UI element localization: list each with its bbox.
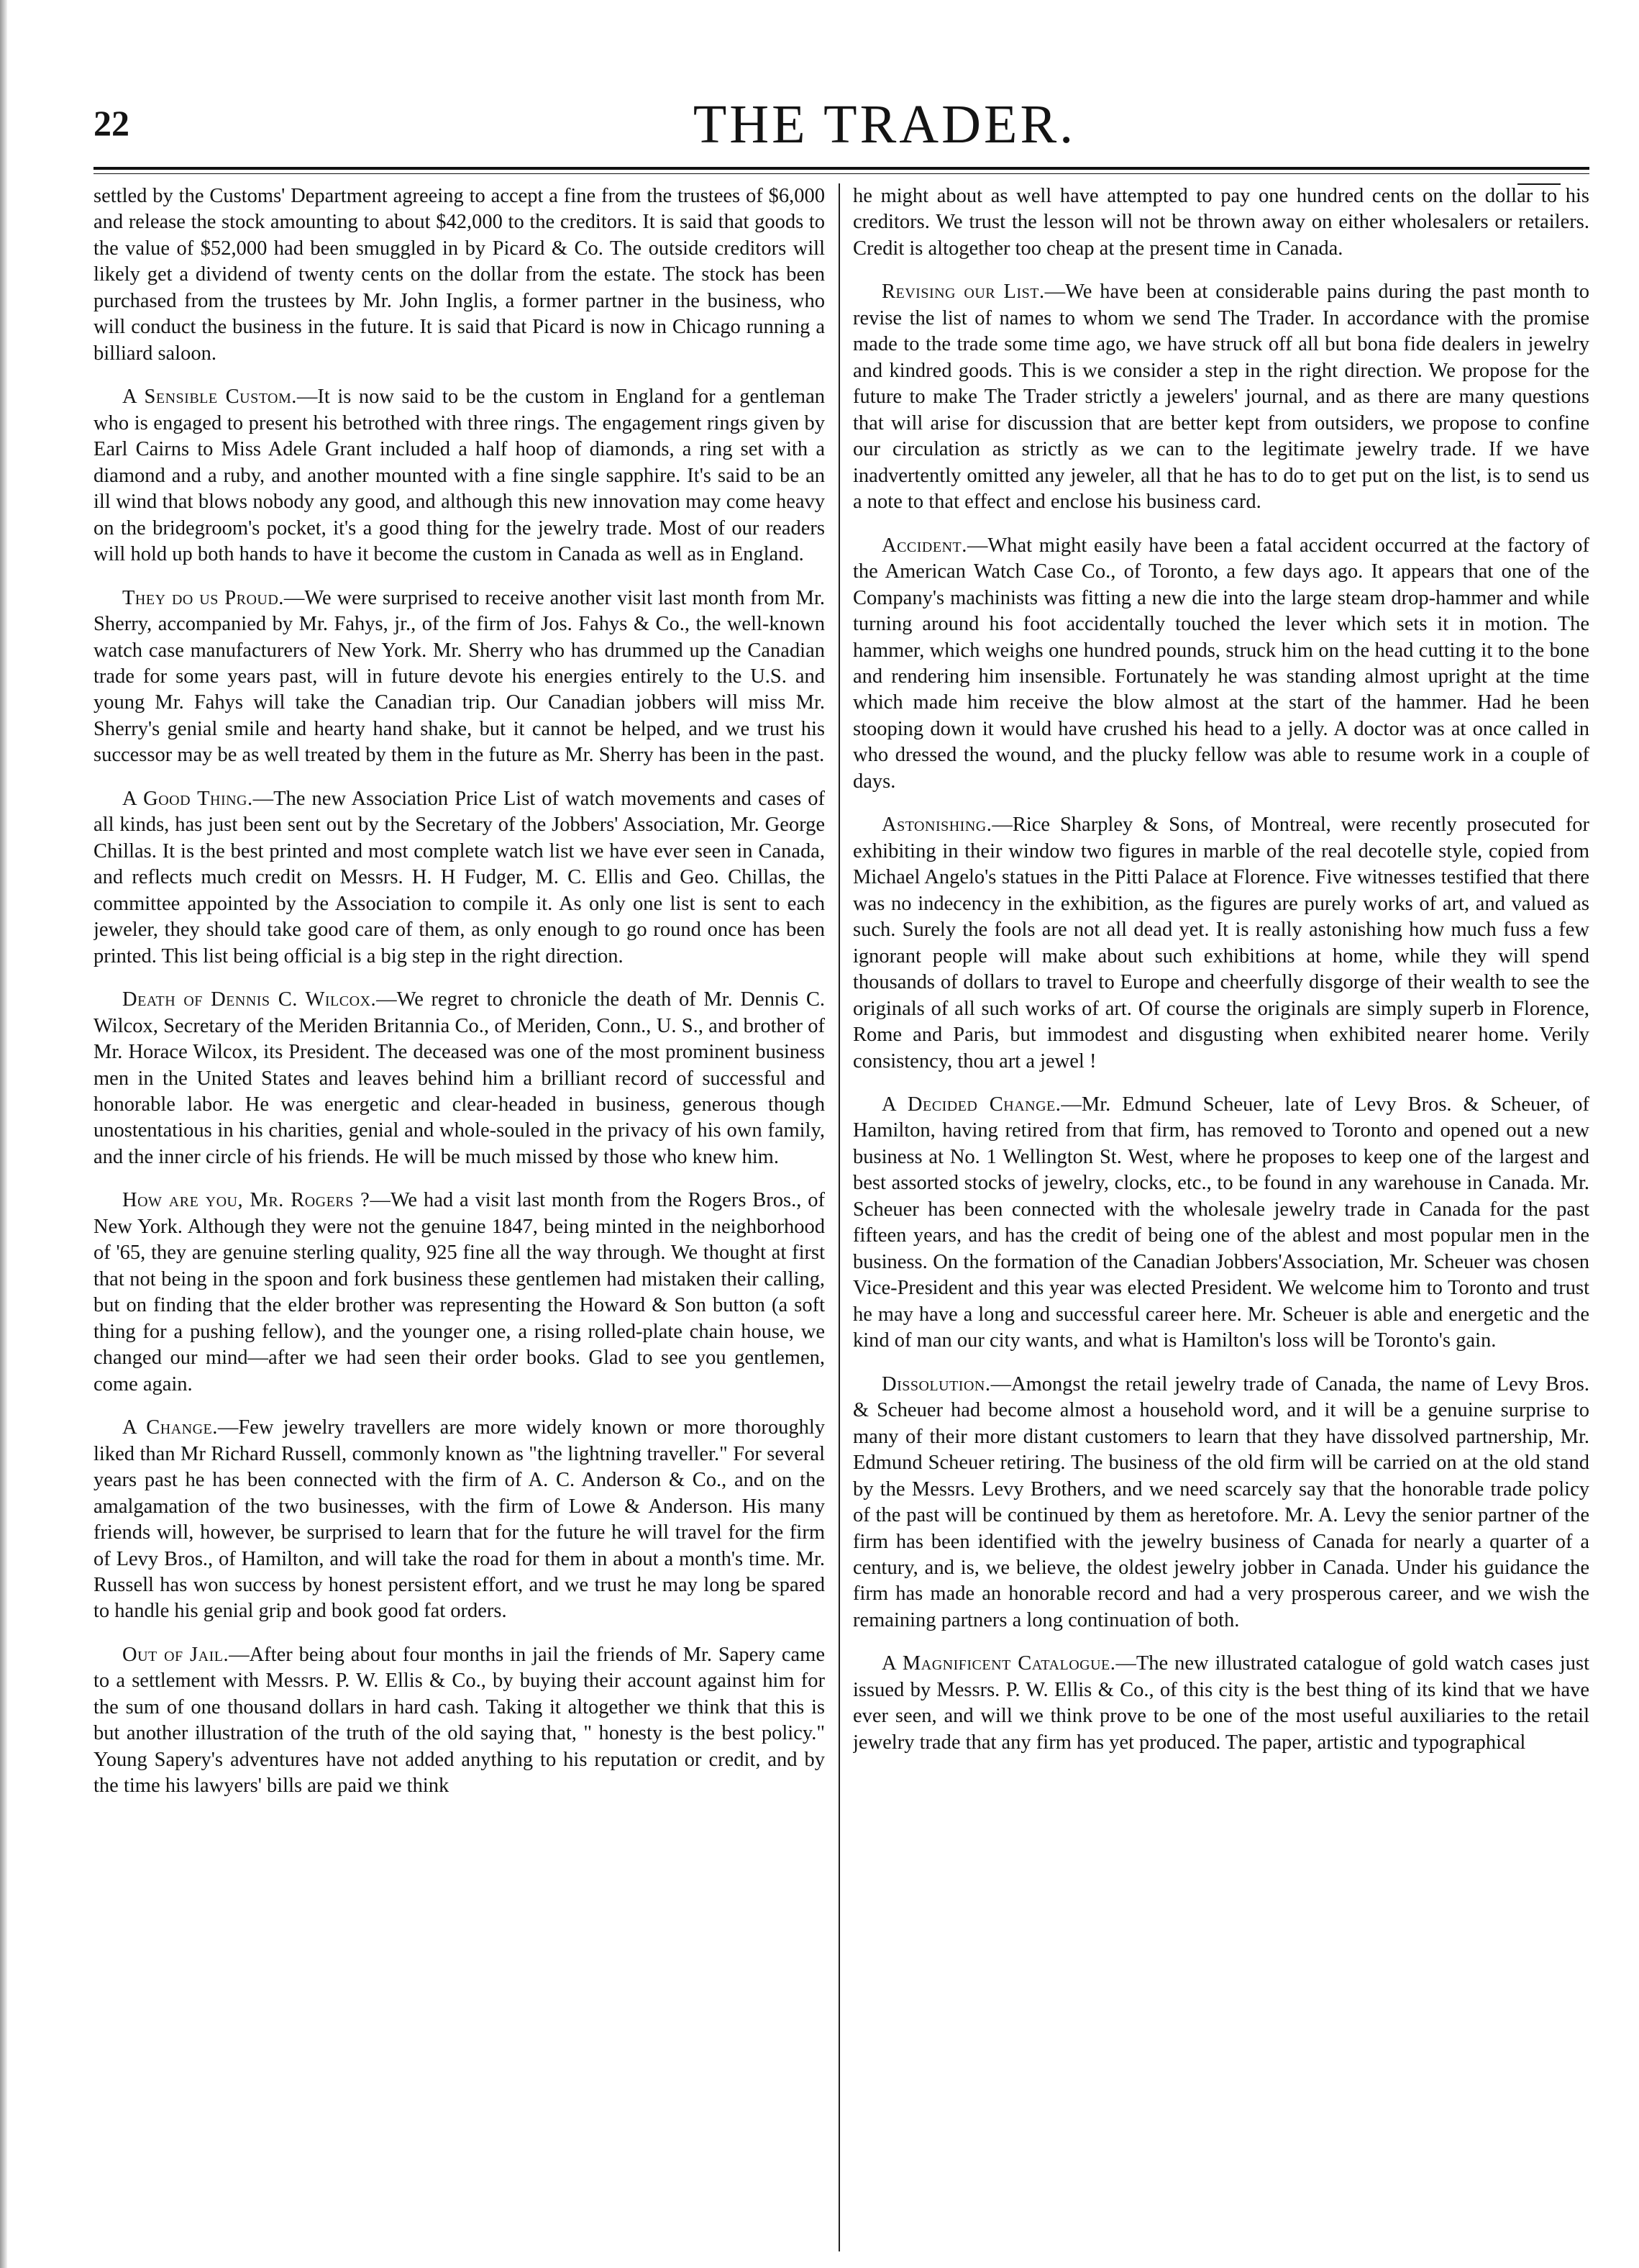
article-text: he might about as well have attempted to pay one hundred cents on the dollar to his creditors. We trust the lesson will not be thrown away on either wholesalers or retailers. Credit is altogether too cheap at the present time in Canada. bbox=[853, 185, 1589, 260]
masthead-title: THE TRADER. bbox=[693, 94, 1077, 155]
article-heading: They do us Proud. bbox=[122, 586, 284, 609]
article-heading: Death of Dennis C. Wilcox. bbox=[122, 988, 377, 1011]
article-text: —What might easily have been a fatal accident occurred at the factory of the American Watch Case Co., of Toronto, a few days ago. It appears that one of the Company's machinists was fitting a new die into the large steam drop-hammer and while turning around his foot accidentally touched the lever which sets it in motion. The hammer, which weighs one hundred pounds, struck him on the head cutting it to the bone and rendering him insensible. Fortunately he was standing almost upright at the time which made him receive the blow almost at the start of the hammer. Had he been stooping down it would have crushed his head to a jelly. A doctor was at once called in who dressed the wound, and the plucky fellow was able to resume work in a couple of days. bbox=[853, 534, 1589, 793]
article-paragraph bbox=[853, 279, 1589, 515]
article-text: —Few jewelry travellers are more widely known or more thoroughly liked than Mr Richard Russell, commonly known as "the lightning traveller." For several years past he has been connected with the firm of A. C. Anderson & Co., and on the amalgamation of the two businesses, with the firm of Lowe & Anderson. His many friends will, however, be surprised to learn that for the future he will travel for the firm of Levy Bros., of Hamilton, and will take the road for them in about a month's time. Mr. Russell has won success by honest persistent effort, and we trust he may long be spared to handle his genial grip and book good fat orders. bbox=[93, 1416, 825, 1623]
article-heading: A Change. bbox=[122, 1416, 218, 1439]
article-heading: Revising our List. bbox=[882, 281, 1045, 304]
article-heading: Accident. bbox=[882, 534, 967, 557]
article-paragraph bbox=[853, 1092, 1589, 1354]
page-number: 22 bbox=[93, 103, 129, 143]
article-heading: How are you, Mr. Rogers ? bbox=[122, 1189, 370, 1212]
article-text: —Mr. Edmund Scheuer, late of Levy Bros. & Scheuer, of Hamilton, having retired from that firm, has removed to Toronto and opened out a new business at No. 1 Wellington St. West, where he proposes to keep one of the largest and best assorted stocks of jewelry, clocks, etc., to be found in any warehouse in Canada. Mr. Scheuer has been connected with the wholesale jewelry trade in Canada for the past fifteen years, and has the credit of being one of the ablest and most popular men in the business. On the formation of the Canadian Jobbers'Association, Mr. Scheuer was chosen Vice-President and this year was elected President. We welcome him to Toronto and trust he may have a long and successful career here. Mr. Scheuer is able and energetic and the kind of man our city wants, and what is Hamilton's loss will be Toronto's gain. bbox=[853, 1093, 1589, 1352]
article-text: —The new Association Price List of watch movements and cases of all kinds, has just been sent out by the Secretary of the Jobbers' Association, Mr. George Chillas. It is the best printed and most complete watch list we have ever seen in Canada, and reflects much credit on Messrs. H. H Fudger, M. C. Ellis and Geo. Chillas, the committee appointed by the Association to compile it. As only one list is sent to each jeweler, they should take good care of them, as only enough to go round once has been printed. This list being official is a big step in the right direction. bbox=[93, 787, 825, 967]
article-text: —The new illustrated catalogue of gold watch cases just issued by Messrs. P. W. Ellis & Co., of this city is the best thing of its kind that we have ever seen, and will we think prove to be one of the most useful auxiliaries to the retail jewelry trade that any firm has yet produced. The paper, artistic and typographical bbox=[853, 1652, 1589, 1754]
article-text: —We have been at considerable pains during the past month to revise the list of names to whom we send The Trader. In accordance with the promise made to the trade some time ago, we have struck off all but bona fide dealers in jewelry and kindred goods. This is we consider a step in the right direction. We propose for the future to make The Trader strictly a jewelers' journal, and as there are many questions that will arise for discussion that are better kept from outsiders, we propose to confine our circulation as strictly as we can to the legitimate jewelry trade. If we have inadvertently omitted any jeweler, all that he has to do to get put on the list, is to send us a note to that effect and enclose his business card. bbox=[853, 281, 1589, 514]
article-paragraph bbox=[93, 1188, 825, 1398]
article-text: —After being about four months in jail the friends of Mr. Sapery came to a settlement with Messrs. P. W. Ellis & Co., by buying their account against him for the sum of one thousand dollars in hard cash. Taking it altogether we think that this is but another illustration of the truth of the old saying that, " honesty is the best policy." Young Sapery's adventures have not added anything to his reputation or credit, and by the time his lawyers' bills are paid we think bbox=[93, 1643, 825, 1798]
article-paragraph bbox=[93, 586, 825, 769]
article-paragraph bbox=[853, 533, 1589, 796]
article-heading: Astonishing. bbox=[882, 814, 992, 837]
article-heading: A Decided Change. bbox=[882, 1093, 1062, 1116]
article-text: —We were surprised to receive another visit last month from Mr. Sherry, accompanied by Mr. Fahys, jr., of the firm of Jos. Fahys & Co., the well-known watch case manufacturers of New York. Mr. Sherry who has drummed up the Canadian trade for some years past, will in future devote his energies entirely to the U.S. and young Mr. Fahys will take the Canadian trip. Our Canadian jobbers will miss Mr. Sherry's genial smile and hearty hand shake, but it cannot be helped, and we trust his successor may be as well treated by them in the future as Mr. Sherry has been in the past. bbox=[93, 586, 825, 767]
article-paragraph bbox=[93, 384, 825, 568]
scan-edge-shadow bbox=[0, 0, 7, 2268]
article-paragraph bbox=[93, 183, 825, 367]
article-heading: A Magnificent Catalogue. bbox=[882, 1652, 1116, 1675]
article-text: —We had a visit last month from the Rogers Bros., of New York. Although they were not the genuine 1847, being minted in the neighborhood of '65, they are genuine sterling quality, 925 fine all the way through. We thought at first that not being in the spoon and fork business these gentlemen had mistaken their calling, but on finding that the elder brother was representing the Howard & Son button (a soft thing for a pushing fellow), and the younger one, a rising rolled-plate chain house, we changed our mind—after we had seen their order books. Glad to see you gentlemen, come again. bbox=[93, 1189, 825, 1395]
article-text: settled by the Customs' Department agreeing to accept a fine from the trustees of $6,000 and release the stock amounting to about $42,000 to the creditors. It is said that goods to the value of $52,000 had been smuggled in by Picard & Co. The outside creditors will likely get a dividend of twenty cents on the dollar from the estate. The stock has been purchased from the trustees by Mr. John Inglis, a former partner in the business, who will conduct the business in the future. It is said that Picard is now in Chicago running a billiard saloon. bbox=[93, 185, 825, 365]
article-heading: Out of Jail. bbox=[122, 1643, 229, 1666]
article-paragraph bbox=[853, 1651, 1589, 1756]
article-paragraph bbox=[853, 1372, 1589, 1634]
article-text: —It is now said to be the custom in England for a gentleman who is engaged to present his betrothed with three rings. The engagement rings given by Earl Cairns to Miss Adele Grant included a half hoop of diamonds, a ring set with a diamond and a ruby, and another mounted with a fine single sapphire. It's said to be an ill wind that blows nobody any good, and although this new innovation may come heavy on the bridegroom's pocket, it's a good thing for the jewelry trade. Most of our readers will hold up both hands to have it become the custom in Canada as well as in England. bbox=[93, 386, 825, 566]
article-paragraph bbox=[93, 786, 825, 970]
right-column bbox=[853, 183, 1589, 2251]
article-text: —We regret to chronicle the death of Mr. Dennis C. Wilcox, Secretary of the Meriden Britannia Co., of Meriden, Conn., U. S., and brother of Mr. Horace Wilcox, its President. The deceased was one of the most prominent business men in the United States and leaves behind him a brilliant record of successful and honorable labor. He was energetic and clear-headed in business, generous though unostentatious in his charities, genial and whole-souled in the privacy of his own family, and the inner circle of his friends. He will be much missed by those who knew him. bbox=[93, 988, 825, 1168]
article-paragraph bbox=[93, 1642, 825, 1800]
article-paragraph bbox=[853, 183, 1589, 262]
article-paragraph bbox=[93, 987, 825, 1170]
article-paragraph bbox=[853, 812, 1589, 1075]
article-paragraph bbox=[93, 1415, 825, 1625]
left-column bbox=[93, 183, 825, 2251]
article-text: —Amongst the retail jewelry trade of Canada, the name of Levy Bros. & Scheuer had become almost a household word, and it will be a genuine surprise to many of their more distant customers to learn that they have dissolved partnership, Mr. Edmund Scheuer retiring. The business of the old firm will be carried on at the old stand by the Messrs. Levy Brothers, and we need scarcely say that the honorable trade policy of the past will be continued by them as heretofore. Mr. A. Levy the senior partner of the firm has been identified with the jewelry business of Canada for nearly a quarter of a century, and is, we believe, the oldest jewelry jobber in Canada. Under his guidance the firm has made an honorable record and had a very prosperous career, and we wish the remaining partners a long continuation of both. bbox=[853, 1372, 1589, 1631]
article-text: —Rice Sharpley & Sons, of Montreal, were recently prosecuted for exhibiting in their window two figures in marble of the real decotelle style, copied from Michael Angelo's statues in the Pitti Palace at Florence. Five witnesses testified that there was no indecency in the exhibition, as the figures are purely works of art, and valued as such. Surely the fools are not all dead yet. It is really astonishing how much fuss a few ignorant people will make about such exhibitions at home, while they will spend thousands of dollars to travel to Europe and cheerfully disgorge of their wealth to see the originals of all such works of art. Of course the originals are simply superb in Florence, Rome and Paris, but immodest and disgusting when exhibited nearer home. Verily consistency, thou art a jewel ! bbox=[853, 814, 1589, 1072]
article-heading: Dissolution. bbox=[882, 1372, 991, 1395]
masthead-rule bbox=[93, 167, 1589, 174]
column-divider bbox=[839, 183, 840, 2251]
article-heading: A Sensible Custom. bbox=[122, 386, 297, 409]
article-heading: A Good Thing. bbox=[122, 787, 253, 810]
